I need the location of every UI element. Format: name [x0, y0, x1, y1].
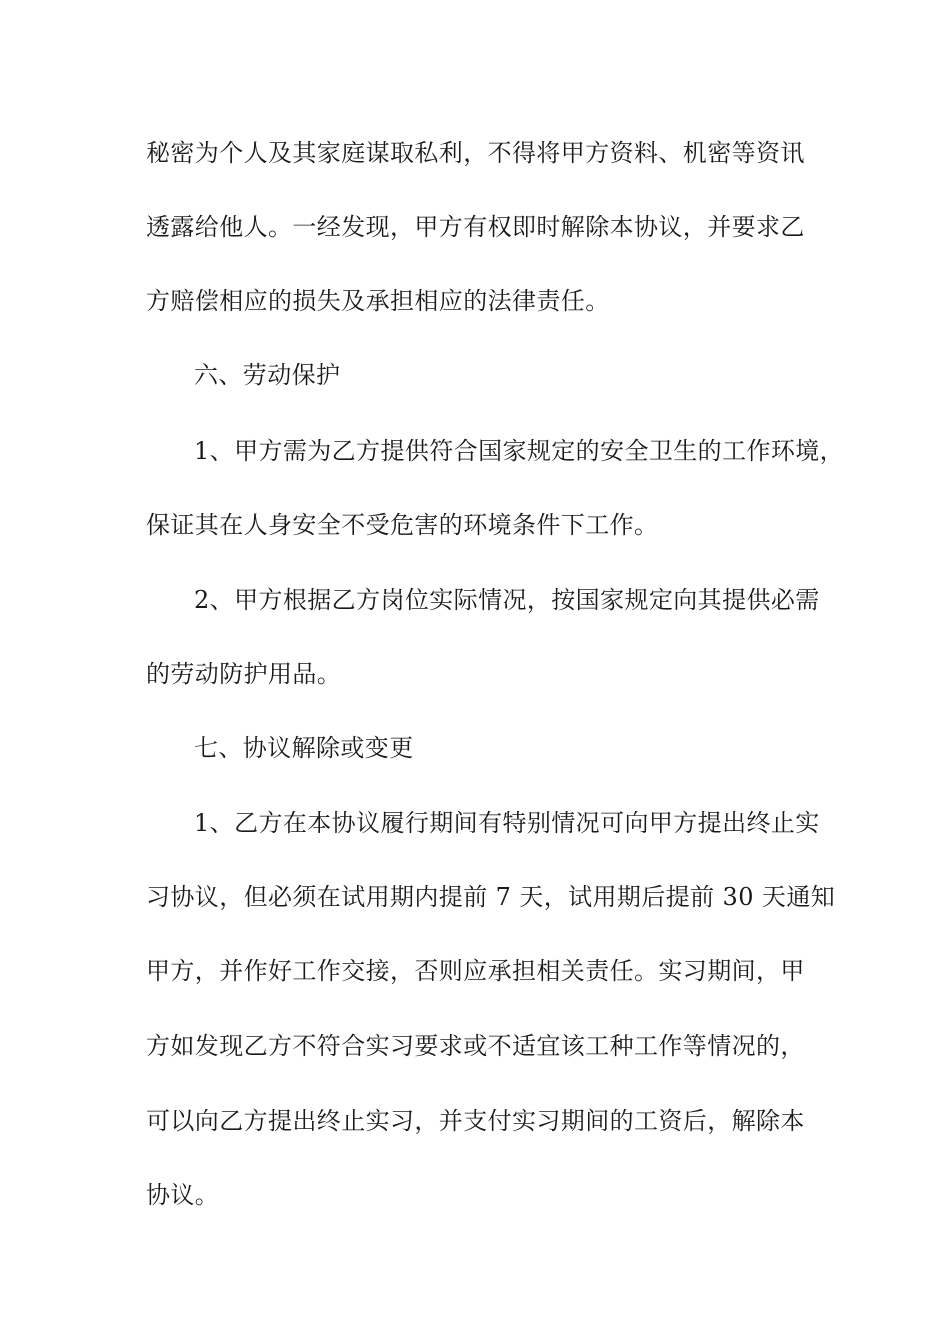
section-heading-termination: 七、协议解除或变更 — [194, 734, 414, 762]
paragraph-line: 习协议，但必须在试用期内提前 7 天，试用期后提前 30 天通知 — [146, 883, 836, 911]
paragraph-line: 透露给他人。一经发现，甲方有权即时解除本协议，并要求乙 — [146, 213, 805, 241]
paragraph-line: 协议。 — [146, 1181, 220, 1209]
paragraph-line: 保证其在人身安全不受危害的环境条件下工作。 — [146, 511, 659, 539]
paragraph-line: 的劳动防护用品。 — [146, 660, 342, 688]
section-heading-labor-protection: 六、劳动保护 — [194, 361, 341, 389]
paragraph-line: 1、乙方在本协议履行期间有特别情况可向甲方提出终止实 — [194, 809, 820, 837]
paragraph-line: 2、甲方根据乙方岗位实际情况，按国家规定向其提供必需 — [194, 586, 820, 614]
paragraph-line: 可以向乙方提出终止实习，并支付实习期间的工资后，解除本 — [146, 1107, 805, 1135]
paragraph-line: 方赔偿相应的损失及承担相应的法律责任。 — [146, 287, 610, 315]
paragraph-line: 1、甲方需为乙方提供符合国家规定的安全卫生的工作环境， — [194, 437, 845, 465]
paragraph-line: 方如发现乙方不符合实习要求或不适宜该工种工作等情况的， — [146, 1032, 805, 1060]
paragraph-line: 甲方，并作好工作交接，否则应承担相关责任。实习期间，甲 — [146, 957, 805, 985]
paragraph-line: 秘密为个人及其家庭谋取私利，不得将甲方资料、机密等资讯 — [146, 139, 805, 167]
